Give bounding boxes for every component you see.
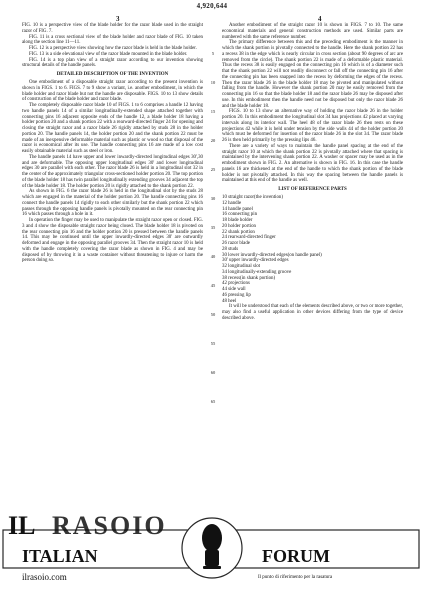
paragraph: Another embodiment of the straight razor 10 is shown in FIGS. 7 to 10. The same economical materials and general construction methods are used. Similar parts are numbered with the same reference number. bbox=[222, 23, 403, 40]
reference-part-item: 12 handle bbox=[222, 200, 242, 206]
il-rasoio-watermark-logo bbox=[0, 500, 424, 600]
line-number: 20 bbox=[210, 138, 216, 143]
left-column-number: 3 bbox=[116, 15, 120, 23]
line-number: 35 bbox=[210, 225, 216, 230]
line-number: 15 bbox=[210, 109, 216, 114]
reference-part-item: 34 longitudinally-extending groove bbox=[222, 269, 292, 275]
line-number: 65 bbox=[210, 399, 216, 404]
paragraph: FIGS. 10 to 13 show an alternative way of holding the razor blade 26 in the holder portion 20. In this embodiment the longitudinal slot 34 has projections 42 placed at varying intervals along its interior wall. The heel 48 of the razor blade 26 then rests on these projections 42 while it is held under tension by the side walls 44 of the holder portion 20 which must be deformed for insertion of the razor blade 26 in the slot 34. The razor blade 26 is then held primarily by the pressing lips 46. bbox=[222, 109, 403, 143]
reference-part-item: 32 longitudinal slot bbox=[222, 264, 261, 269]
reference-part-item: 46 pressing lip bbox=[222, 292, 251, 298]
line-number: 55 bbox=[210, 341, 216, 346]
reference-part-item: 42 projections bbox=[222, 281, 250, 287]
line-number: 25 bbox=[210, 167, 216, 172]
reference-part-item: 30' upper inwardly-directed edges bbox=[222, 258, 289, 264]
paragraph: One embodiment of a disposable straight razor according to the present invention is shown in FIGS. 1 to 6. FIGS. 7 to 9 show a variant, i.e. another embodiment, in which the blade holder and razor blade but not the handle are disposable. FIGS. 10 to 13 show details of construction of the blade holder and razor blade. bbox=[22, 80, 203, 103]
reference-part-item: 10 straight razor(the invention) bbox=[222, 195, 283, 200]
line-number: 40 bbox=[210, 254, 216, 259]
paragraph: FIG. 10 is a perspective view of the blade holder for the razor blade used in the straight razor of FIG. 7. bbox=[22, 23, 203, 34]
reference-part-item: 26 razor blade bbox=[222, 241, 250, 246]
reference-part-item: 16 connecting pin bbox=[222, 212, 258, 218]
reference-parts-heading: LIST OF REFERENCE PARTS bbox=[278, 187, 347, 192]
watermark-text-url: ilrasoio.com bbox=[22, 572, 67, 582]
paragraph: The handle panels 14 have upper and lower inwardly-directed longitudinal edges 30',30 and are deformable. The opposing upper longitudinal edges 30' and lower longitudinal edges 30 are parallel with each other. The razor blade 26 is held in a longitudinal slot 32 in the center of the approximately triangular cross-sectioned holder portion 20. The top portion of the blade holder 18 has twin parallel longitudinally extending grooves 34 adjacent the top of the blade holder 18. The holder portion 20 is rigidly attached to the shank portion 22. bbox=[22, 154, 203, 189]
watermark-text-forum: FORUM bbox=[262, 546, 330, 566]
reference-part-item: 30 lower inwardly-directed edges(on handle panel) bbox=[222, 252, 322, 258]
right-column bbox=[222, 23, 403, 322]
reference-part-item: 14 handle panel bbox=[222, 206, 253, 212]
paragraph: FIG. 11 is a cross sectional view of the blade holder and razor blade of FIG. 10 taken along the section line 11—11. bbox=[22, 34, 203, 46]
paragraph: In operation the finger may be used to manipulate the straight razor open or closed. FIG. 3 and 4 show the disposable straight razor being closed. The blade holder 18 is pivoted on the rear connecting pin 16 and the holder portion 20 is pressed between the handle panels 14. This may be continued until the upper inwardly-directed edges 30' are outwardly deformed and engage in the opposing parallel grooves 34. Then the straight razor 10 is held with the handle completely covering the razor blade as shown in FIG. 4 and may be disposed of by throwing it in a waste container without threatening to injure or harm the person doing so. bbox=[22, 218, 203, 264]
paragraph: The completely disposable razor blade 10 of FIGS. 1 to 6 comprises a handle 12 having two handle panels 14 of a similar longitudinally-extended shape attached together with connecting pins 16 adjacent opposite ends of the handle 12, a blade holder 18 having a holder portion 20 and a shank portion 22 with a rearward-directed finger 24 for opening and closing the straight razor and a razor blade 26 rigidly attached by studs 28 in the holder portion 20. The handle panels 14, the holder portion 20 and the shank portion 22 must be made of an inexpensive deformable material such as plastic or wood so that disposal of the razor is economical after its use. The handle connecting pins 16 are made of a low cost easily obtainable material such as steel or iron. bbox=[22, 103, 203, 154]
paragraph: The primary difference between this and the preceding embodiment is the manner in which the shank portion is pivotally connected to the handle. Here the shank portion 22 has a recess 38 in the edge which is nearly circular in cross section (about 90 degrees of arc are removed from the circle). The shank portion 22 is made of a deformable plastic material. Thus the recess 38 is easily engaged on the connecting pin 16 which is of a diameter such that the shank portion 22 will not readily disconnect or fall off the connecting pin 16 after the connecting pin has been snapped into the recess by deforming the edges of the recess. Then the razor blade 26 in the blade holder 18 may be pivoted and manipulated without falling from the handle. However the shank portion 20 may be easily removed from the connecting pin 16 so that the blade holder 18 and the razor blade 26 may be disposed after use. In this embodiment then the handle need not be disposed but only the razor blade 26 and the blade holder 18. bbox=[222, 40, 403, 109]
reference-parts-list bbox=[222, 195, 403, 304]
paragraph: FIG. 14 is a top plan view of a straight razor according to our invention showing structural details of the handle panels. bbox=[22, 57, 203, 69]
paragraph: FIG. 13 is a side elevational view of the razor blade mounted in the blade holder. bbox=[29, 51, 188, 57]
watermark-text-il: IL bbox=[8, 511, 36, 540]
reference-part-item: 38 recess(in shank portion) bbox=[222, 275, 276, 281]
paragraph: It will be understood that each of the elements described above, or two or more together, may also find a useful application in other devices differing from the type of device described above. bbox=[222, 304, 403, 321]
reference-part-item: 20 holder portion bbox=[222, 223, 256, 229]
section-heading: DETAILED DESCRIPTION OF THE INVENTION bbox=[56, 72, 169, 77]
watermark-text-rasoio: RASOIO bbox=[52, 511, 167, 540]
paragraph: There are a variety of ways to maintain the handle panel spacing at the end of the straight razor 10 at which the shank portion 22 is pivotally attached where that spacing is maintained by the intervening shank portion 22. A washer or spacer may be used as in the embodiment shown in FIG. 2. An alternative is shown in FIG. 16. In this case the handle panels 16 are thickened at the end of the handle to which the shank portion of the blade holder is not pivotally attached. In this way the spacing between the handle panels is maintained at this end of the handle as well. bbox=[222, 143, 403, 184]
page-number: 4,920,644 bbox=[196, 2, 228, 10]
watermark-text-tagline: Il punto di riferimento per la rasatura bbox=[258, 575, 333, 580]
reference-part-item: 18 blade holder bbox=[222, 218, 253, 223]
reference-part-item: 22 shank portion bbox=[222, 229, 255, 235]
line-number: 5 bbox=[211, 51, 215, 56]
line-number: 50 bbox=[210, 312, 216, 317]
reference-part-item: 24 rearward-directed finger bbox=[222, 235, 276, 241]
line-number: 45 bbox=[210, 283, 216, 288]
line-number: 60 bbox=[210, 370, 216, 375]
reference-part-item: 44 side wall bbox=[222, 287, 246, 292]
line-number: 10 bbox=[210, 80, 216, 85]
reference-part-item: 28 studs bbox=[222, 246, 239, 252]
left-column bbox=[22, 23, 203, 264]
paragraph: As shown in FIG. 6 the razor blade 26 is held in the longitudinal slot by the studs 28 which are engaged in the material of the holder portion 20. The handle connecting pins 16 connect the handle panels 14 rigidly to each other similarly but the shank portion 22 which passes through the opposing handle panels is pivotally mounted on the rear connecting pin 16 which passes through a hole in it. bbox=[22, 189, 203, 218]
paragraph: FIG. 12 is a perspective view showing how the razor blade is held in the blade holder. bbox=[29, 46, 197, 51]
reference-part-item: 48 heel bbox=[222, 298, 237, 304]
right-column-number: 4 bbox=[318, 15, 322, 23]
watermark-text-italian: ITALIAN bbox=[22, 546, 98, 566]
shaving-brush-icon bbox=[202, 524, 222, 569]
line-number: 30 bbox=[210, 196, 216, 201]
